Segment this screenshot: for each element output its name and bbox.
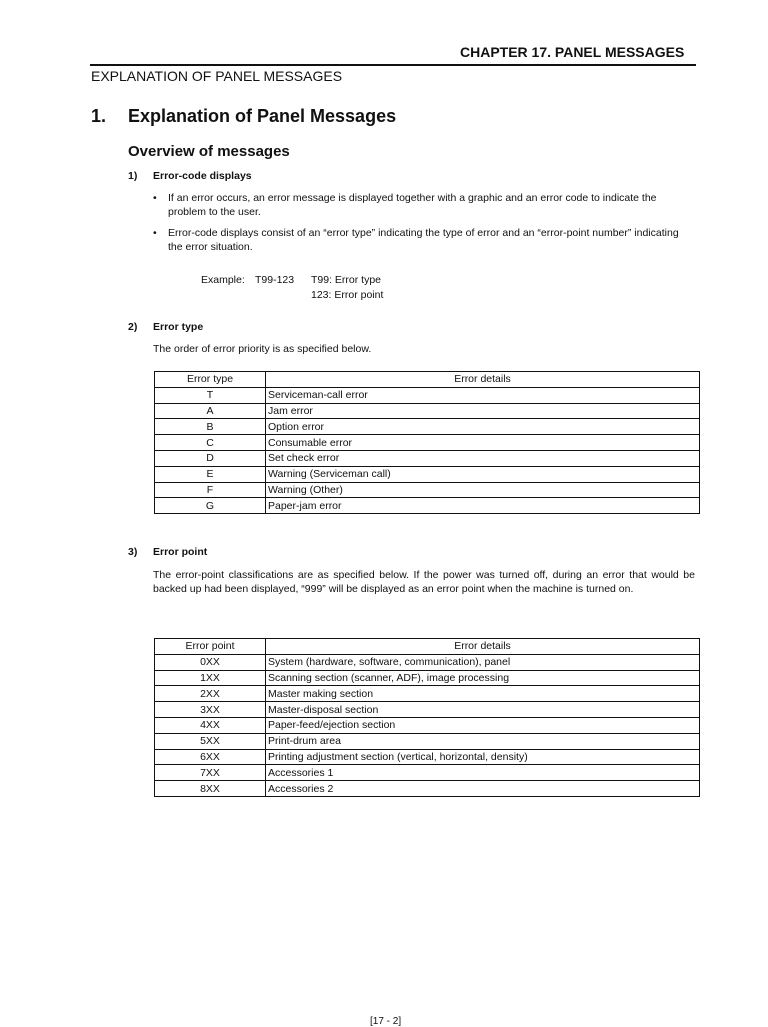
table-row: [155, 781, 700, 797]
table-cell: Master making section: [266, 686, 700, 702]
table-header-row: [155, 372, 700, 388]
subheading: Overview of messages: [128, 143, 290, 160]
table-cell: 5XX: [155, 733, 266, 749]
section-title: EXPLANATION OF PANEL MESSAGES: [91, 68, 343, 84]
table-header-cell: Error details: [266, 372, 700, 388]
table-cell: Accessories 1: [266, 765, 700, 781]
table-header-cell: Error type: [155, 372, 266, 388]
table-cell: A: [155, 403, 266, 419]
table-cell: T: [155, 387, 266, 403]
error-type-table: [154, 371, 700, 514]
example-line-2: 123: Error point: [311, 289, 384, 301]
part1-title: Error-code displays: [153, 170, 252, 182]
part3-number: 3): [128, 546, 138, 558]
table-cell: 2XX: [155, 686, 266, 702]
table-cell: Accessories 2: [266, 781, 700, 797]
example-line-1: T99: Error type: [311, 274, 382, 286]
table-header-cell: Error point: [155, 639, 266, 655]
table-cell: Serviceman-call error: [266, 387, 700, 403]
part3-intro: The error-point classifications are as specified below. If the power was turned off, during an error that would be backed up had been displayed, “999” will be displayed as an error point when the machine is turned on.: [153, 569, 695, 595]
table-row: [155, 717, 700, 733]
table-cell: Warning (Serviceman call): [266, 466, 700, 482]
table-header-row: [155, 639, 700, 655]
table-cell: D: [155, 450, 266, 466]
table-cell: C: [155, 435, 266, 451]
table-row: [155, 419, 700, 435]
bullet-item: [153, 226, 693, 254]
table-row: [155, 435, 700, 451]
table-cell: 4XX: [155, 717, 266, 733]
table-cell: F: [155, 482, 266, 498]
table-cell: Paper-feed/ejection section: [266, 717, 700, 733]
table-row: [155, 498, 700, 514]
part3-heading: [128, 546, 428, 560]
header-rule: [90, 64, 696, 66]
table-cell: Master-disposal section: [266, 702, 700, 718]
table-cell: 7XX: [155, 765, 266, 781]
error-point-table: [154, 638, 700, 797]
page-number: [17 - 2]: [370, 1016, 402, 1027]
part2-number: 2): [128, 321, 138, 333]
table-row: [155, 403, 700, 419]
table-cell: Paper-jam error: [266, 498, 700, 514]
part1-heading: [128, 170, 428, 184]
table-cell: 0XX: [155, 654, 266, 670]
table-cell: 1XX: [155, 670, 266, 686]
table-cell: E: [155, 466, 266, 482]
table-cell: Set check error: [266, 450, 700, 466]
table-cell: System (hardware, software, communication), panel: [266, 654, 700, 670]
page-title-number: 1.: [91, 106, 107, 126]
table-row: [155, 450, 700, 466]
bullet-text: Error-code displays consist of an “error type” indicating the type of error and an “error-point number” indicating the error situation.: [168, 227, 679, 253]
table-cell: Printing adjustment section (vertical, horizontal, density): [266, 749, 700, 765]
part1-number: 1): [128, 170, 138, 182]
example-code: T99-123: [255, 274, 295, 286]
table-cell: Jam error: [266, 403, 700, 419]
table-cell: G: [155, 498, 266, 514]
part2-title: Error type: [153, 321, 204, 333]
page-title: [91, 106, 396, 127]
table-cell: Scanning section (scanner, ADF), image processing: [266, 670, 700, 686]
part2-heading: [128, 321, 428, 335]
table-row: [155, 654, 700, 670]
table-cell: 3XX: [155, 702, 266, 718]
bullet-icon: •: [153, 192, 157, 204]
table-row: [155, 686, 700, 702]
example-label: Example:: [201, 274, 245, 286]
page-title-text: Explanation of Panel Messages: [128, 106, 397, 126]
table-header-cell: Error details: [266, 639, 700, 655]
table-row: [155, 765, 700, 781]
table-row: [155, 482, 700, 498]
part3-title: Error point: [153, 546, 208, 558]
table-row: [155, 670, 700, 686]
table-cell: 6XX: [155, 749, 266, 765]
table-cell: Consumable error: [266, 435, 700, 451]
table-row: [155, 387, 700, 403]
table-cell: Option error: [266, 419, 700, 435]
part2-intro: The order of error priority is as specified below.: [153, 343, 372, 355]
table-row: [155, 702, 700, 718]
table-cell: Print-drum area: [266, 733, 700, 749]
table-row: [155, 733, 700, 749]
bullet-icon: •: [153, 227, 157, 239]
bullet-item: [153, 191, 693, 219]
chapter-title: CHAPTER 17. PANEL MESSAGES: [460, 44, 685, 60]
table-row: [155, 466, 700, 482]
bullet-text: If an error occurs, an error message is displayed together with a graphic and an error code to indicate the problem to the user.: [168, 192, 657, 218]
table-cell: 8XX: [155, 781, 266, 797]
table-cell: B: [155, 419, 266, 435]
table-row: [155, 749, 700, 765]
table-cell: Warning (Other): [266, 482, 700, 498]
